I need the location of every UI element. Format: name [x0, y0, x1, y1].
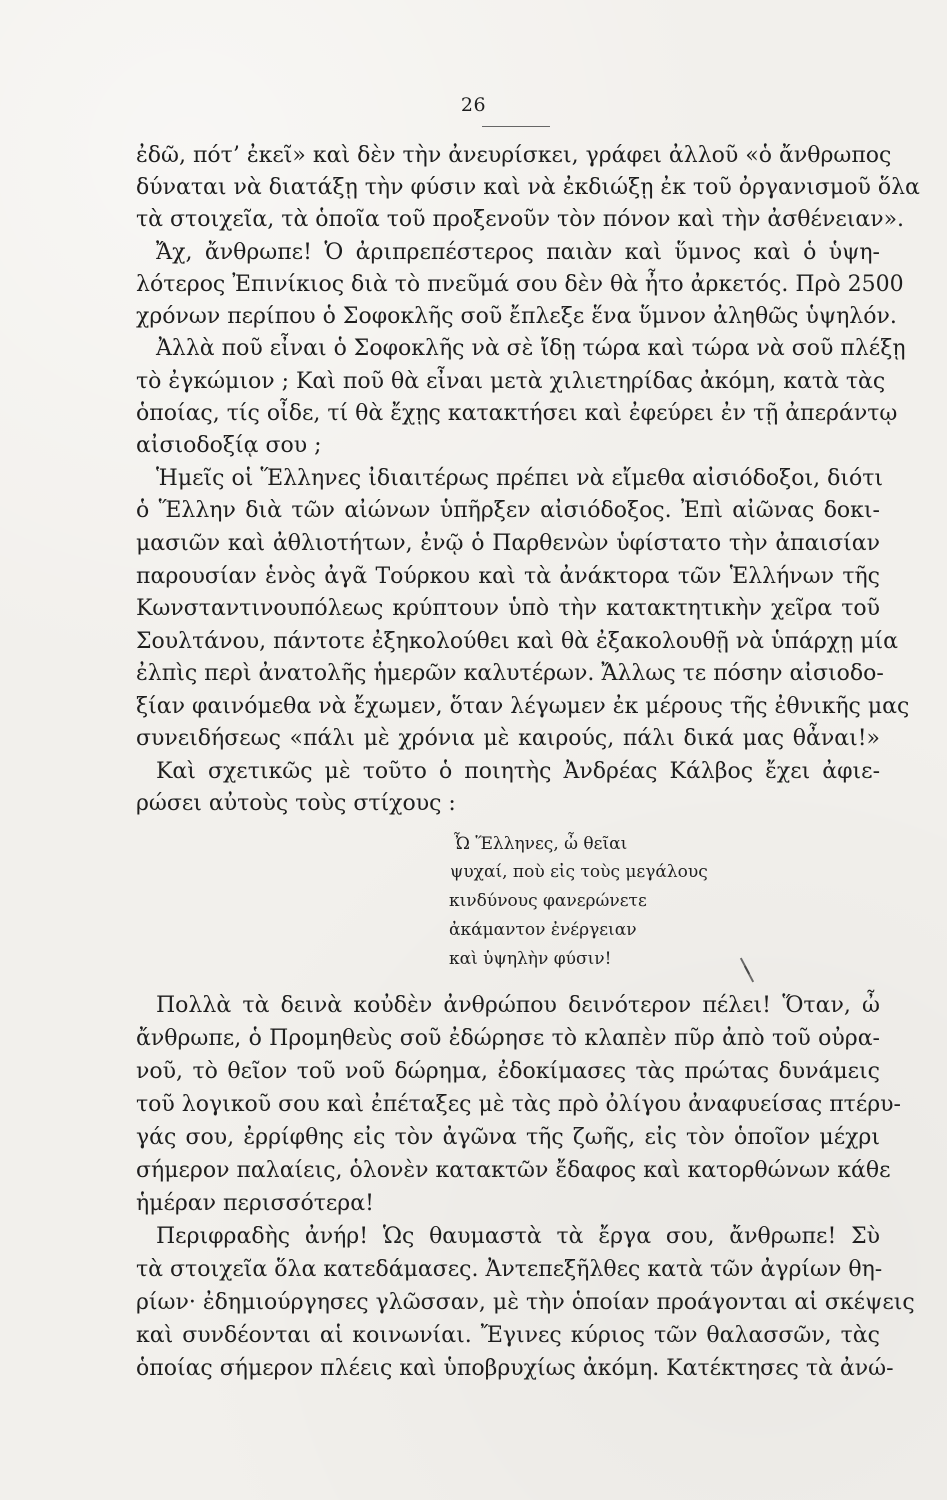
text-line: Ἀλλὰ ποῦ εἶναι ὁ Σοφοκλῆς νὰ σὲ ἴδῃ τώρα καὶ τώρα νὰ σοῦ πλέξῃ: [156, 336, 906, 361]
text-line: Πολλὰ τὰ δεινὰ κοὐδὲν ἀνθρώπου δεινότερον πέλει! Ὅταν, ὦ: [156, 993, 880, 1018]
text-line: τὰ στοιχεῖα ὅλα κατεδάμασες. Ἀντεπεξῆλθες κατὰ τῶν ἀγρίων θη-: [136, 1257, 883, 1282]
text-line: ρίων· ἐδημιούργησες γλῶσσαν, μὲ τὴν ὁποίαν προάγονται αἱ σκέψεις: [136, 1290, 915, 1315]
text-line: Κωνσταντινουπόλεως κρύπτουν ὑπὸ τὴν κατακτητικὴν χεῖρα τοῦ: [136, 596, 880, 621]
poem-line: ἀκάμαντον ἐνέργειαν: [449, 920, 637, 940]
text-line: ξίαν φαινόμεθα νὰ ἔχωμεν, ὅταν λέγωμεν ἐκ μέρους τῆς ἐθνικῆς μας: [136, 694, 910, 719]
text-line: Ἡμεῖς οἱ Ἕλληνες ἰδιαιτέρως πρέπει νὰ εἴμεθα αἰσιόδοξοι, διότι: [156, 466, 884, 491]
text-line: ὁποίας, τίς οἶδε, τί θὰ ἔχῃς κατακτήσει καὶ ἐφεύρει ἐν τῇ ἀπεράντῳ: [136, 401, 898, 426]
text-line: ἡμέραν περισσότερα!: [136, 1191, 374, 1216]
poem-line: καὶ ὑψηλὴν φύσιν!: [449, 949, 612, 969]
text-line: χρόνων περίπου ὁ Σοφοκλῆς σοῦ ἔπλεξε ἕνα ὕμνον ἀληθῶς ὑψηλόν.: [136, 304, 897, 329]
text-line: Καὶ σχετικῶς μὲ τοῦτο ὁ ποιητὴς Ἀνδρέας Κάλβος ἔχει ἀφιε-: [156, 759, 880, 784]
text-line: Περιφραδὴς ἀνήρ! Ὡς θαυμαστὰ τὰ ἔργα σου, ἄνθρωπε! Σὺ: [156, 1224, 880, 1249]
text-line: ὁ Ἕλλην διὰ τῶν αἰώνων ὑπῆρξεν αἰσιόδοξος. Ἐπὶ αἰῶνας δοκι-: [136, 498, 880, 523]
page-number: 26: [460, 94, 487, 116]
text-line: λότερος Ἐπινίκιος διὰ τὸ πνεῦμά σου δὲν θὰ ἦτο ἀρκετός. Πρὸ 2500: [136, 272, 904, 297]
text-line: μασιῶν καὶ ἀθλιοτήτων, ἐνῷ ὁ Παρθενὼν ὑφίστατο τὴν ἀπαισίαν: [136, 531, 880, 556]
text-line: ἄνθρωπε, ὁ Προμηθεὺς σοῦ ἐδώρησε τὸ κλαπὲν πῦρ ἀπὸ τοῦ οὐρα-: [136, 1026, 880, 1051]
text-line: συνειδήσεως «πάλι μὲ χρόνια μὲ καιρούς, πάλι δικά μας θἆναι!»: [136, 726, 880, 751]
text-line: ὁποίας σήμερον πλέεις καὶ ὑποβρυχίως ἀκόμη. Κατέκτησες τὰ ἀνώ-: [136, 1356, 894, 1381]
header-rule: [482, 126, 550, 127]
poem-line: Ὦ Ἕλληνες, ὦ θεῖαι: [454, 834, 628, 854]
text-line: ρώσει αὐτοὺς τοὺς στίχους :: [136, 791, 456, 816]
text-line: ἐλπὶς περὶ ἀνατολῆς ἡμερῶν καλυτέρων. Ἄλλως τε πόσην αἰσιοδο-: [136, 661, 884, 686]
text-line: γάς σου, ἐρρίφθης εἰς τὸν ἀγῶνα τῆς ζωῆς, εἰς τὸν ὁποῖον μέχρι: [136, 1125, 880, 1150]
text-line: παρουσίαν ἑνὸς ἀγᾶ Τούρκου καὶ τὰ ἀνάκτορα τῶν Ἑλλήνων τῆς: [136, 564, 880, 589]
text-line: Σουλτάνου, πάντοτε ἐξηκολούθει καὶ θὰ ἐξακολουθῇ νὰ ὑπάρχῃ μία: [136, 629, 898, 654]
text-line: καὶ συνδέονται αἱ κοινωνίαι. Ἔγινες κύριος τῶν θαλασσῶν, τὰς: [136, 1323, 880, 1348]
scan-mark: [744, 966, 754, 983]
text-line: νοῦ, τὸ θεῖον τοῦ νοῦ δώρημα, ἐδοκίμασες τὰς πρώτας δυνάμεις: [136, 1059, 880, 1084]
text-line: αἰσιοδοξίᾳ σου ;: [136, 433, 322, 458]
text-line: τοῦ λογικοῦ σου καὶ ἐπέταξες μὲ τὰς πρὸ ὀλίγου ἀναφυείσας πτέρυ-: [136, 1092, 901, 1117]
poem-line: ψυχαί, ποὺ εἰς τοὺς μεγάλους: [450, 862, 708, 882]
text-line: ἐδῶ, πότ’ ἐκεῖ» καὶ δὲν τὴν ἀνευρίσκει, γράφει ἀλλοῦ «ὁ ἄνθρωπος: [136, 143, 892, 168]
text-line: δύναται νὰ διατάξῃ τὴν φύσιν καὶ νὰ ἐκδιώξῃ ἐκ τοῦ ὀργανισμοῦ ὅλα: [136, 175, 920, 200]
text-line: Ἄχ, ἄνθρωπε! Ὁ ἀριπρεπέστερος παιὰν καὶ ὕμνος καὶ ὁ ὑψη-: [156, 240, 880, 265]
text-line: σήμερον παλαίεις, ὁλονὲν κατακτῶν ἔδαφος καὶ κατορθώνων κάθε: [136, 1158, 891, 1183]
page-header: [0, 94, 947, 122]
text-line: τὰ στοιχεῖα, τὰ ὁποῖα τοῦ προξενοῦν τὸν πόνον καὶ τὴν ἀσθένειαν».: [136, 207, 905, 232]
text-line: τὸ ἐγκώμιον ; Καὶ ποῦ θὰ εἶναι μετὰ χιλιετηρίδας ἀκόμη, κατὰ τὰς: [136, 369, 886, 394]
poem-line: κινδύνους φανερώνετε: [449, 891, 647, 911]
